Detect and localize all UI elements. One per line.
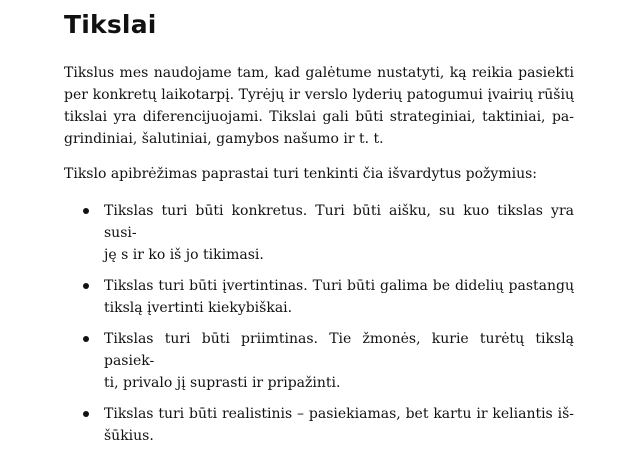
intro-line: tikslai yra diferencijuojami. Tikslai gali būti strateginiai, taktiniai, pa-: [64, 109, 574, 125]
list-item-line: šūkius.: [104, 428, 154, 444]
list-item: [82, 200, 574, 266]
intro-paragraph: [64, 62, 574, 150]
list-item-line: Tikslas turi būti priimtinas. Tie žmonės, kurie turėtų tikslą pasiek-: [104, 331, 574, 369]
list-item: [82, 403, 574, 447]
list-item-line: ję s ir ko iš jo tikimasi.: [104, 247, 264, 263]
criteria-intro-paragraph: Tikslo apibrėžimas paprastai turi tenkinti čia išvardytus požymius:: [64, 166, 538, 182]
list-item-line: ti, privalo jį suprasti ir pripažinti.: [104, 375, 341, 391]
list-item-line: Tikslas turi būti įvertintinas. Turi būti galima be didelių pastangų: [104, 278, 574, 294]
bullet-icon: [83, 336, 89, 342]
list-item: [82, 328, 574, 394]
list-item-line: Tikslas turi būti konkretus. Turi būti aišku, su kuo tikslas yra susi-: [104, 203, 574, 241]
page-title: Tikslai: [64, 10, 157, 39]
intro-line: per konkretų laikotarpį. Tyrėjų ir verslo lyderių patogumui įvairių rūšių: [64, 87, 574, 103]
list-item: [82, 275, 574, 319]
bullet-icon: [83, 208, 89, 214]
list-item-line: Tikslas turi būti realistinis – pasiekiamas, bet kartu ir keliantis iš-: [104, 406, 574, 422]
list-item-line: tikslą įvertinti kiekybiškai.: [104, 300, 293, 316]
bullet-icon: [83, 283, 89, 289]
criteria-list: [82, 200, 574, 456]
intro-line: grindiniai, šalutiniai, gamybos našumo ir t. t.: [64, 131, 384, 147]
intro-line: Tikslus mes naudojame tam, kad galėtume nustatyti, ką reikia pasiekti: [64, 65, 574, 81]
bullet-icon: [83, 411, 89, 417]
